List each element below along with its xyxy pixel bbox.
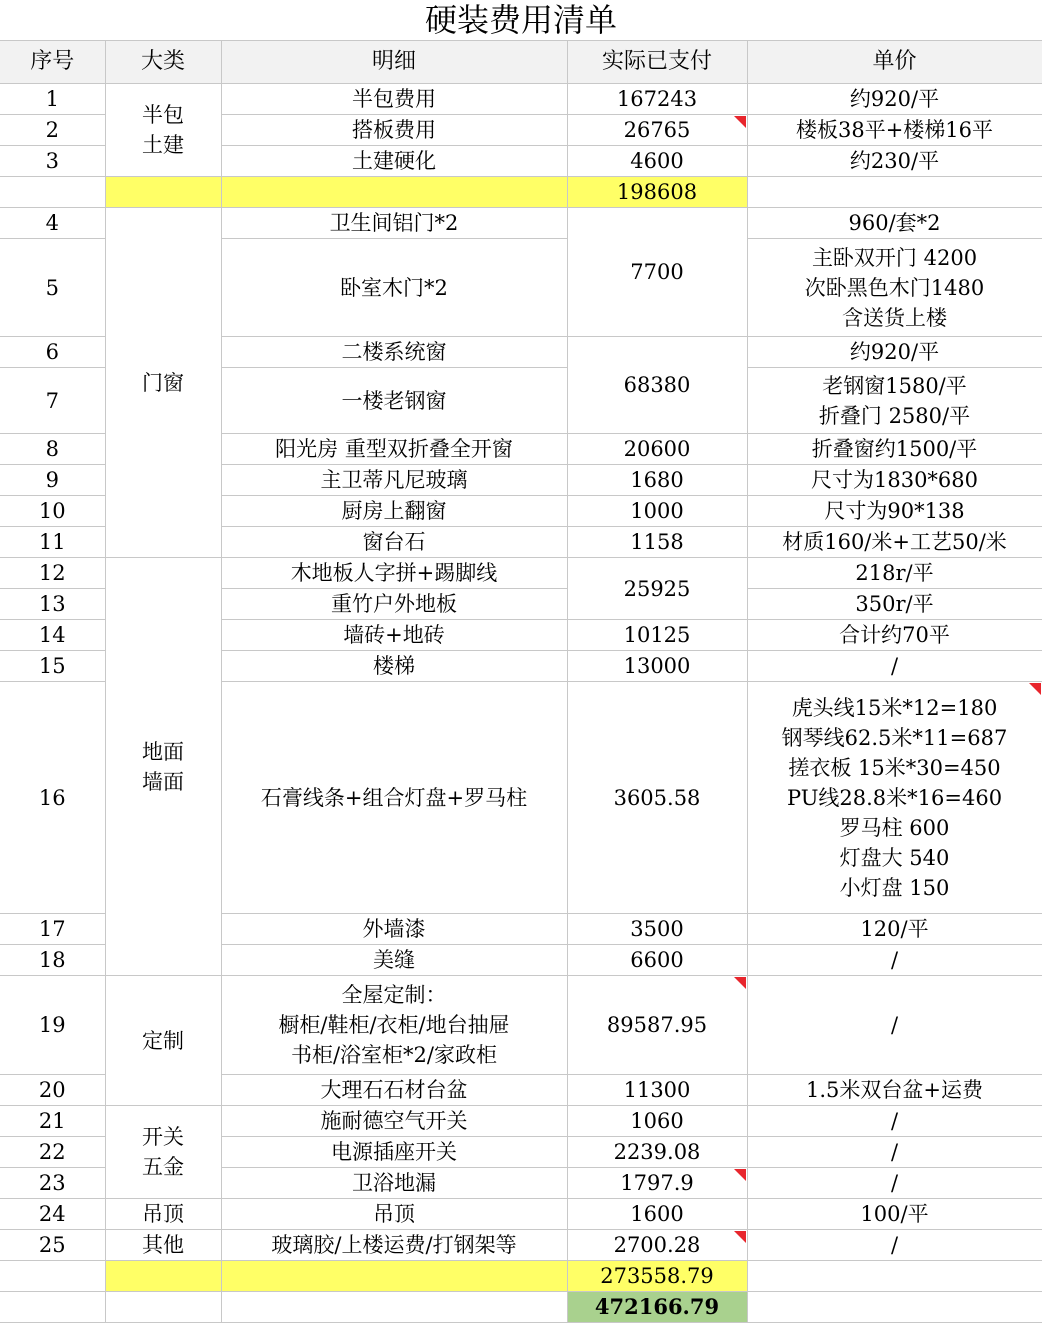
price-cell[interactable]: /: [747, 1106, 1042, 1137]
price-cell[interactable]: 约920/平: [747, 84, 1042, 115]
seq-cell[interactable]: 20: [0, 1075, 105, 1106]
paid-cell[interactable]: 2700.28: [567, 1230, 747, 1261]
seq-cell[interactable]: 23: [0, 1168, 105, 1199]
seq-cell[interactable]: 7: [0, 368, 105, 434]
seq-cell[interactable]: 2: [0, 115, 105, 146]
price-cell[interactable]: 尺寸为1830*680: [747, 465, 1042, 496]
seq-cell[interactable]: [0, 1261, 105, 1292]
grand-total-value[interactable]: 472166.79: [567, 1292, 747, 1323]
category-label: 半包: [142, 103, 184, 127]
detail-cell[interactable]: 美缝: [221, 945, 567, 976]
header-paid[interactable]: 实际已支付: [567, 41, 747, 84]
price-cell[interactable]: 218r/平: [747, 558, 1042, 589]
subtotal-row: [0, 1261, 1042, 1292]
paid-cell[interactable]: 1158: [567, 527, 747, 558]
seq-cell[interactable]: 25: [0, 1230, 105, 1261]
paid-cell[interactable]: 4600: [567, 146, 747, 177]
detail-cell[interactable]: 重竹户外地板: [221, 589, 567, 620]
price-cell[interactable]: 100/平: [747, 1199, 1042, 1230]
subtotal-value[interactable]: 273558.79: [567, 1261, 747, 1292]
detail-cell[interactable]: 搭板费用: [221, 115, 567, 146]
category-cell[interactable]: 其他: [105, 1230, 221, 1261]
detail-cell[interactable]: 楼梯: [221, 651, 567, 682]
seq-cell[interactable]: 24: [0, 1199, 105, 1230]
paid-cell[interactable]: 1060: [567, 1106, 747, 1137]
seq-cell[interactable]: [0, 1292, 105, 1323]
detail-cell[interactable]: 主卫蒂凡尼玻璃: [221, 465, 567, 496]
price-cell[interactable]: [747, 177, 1042, 208]
paid-cell[interactable]: 11300: [567, 1075, 747, 1106]
seq-cell[interactable]: 1: [0, 84, 105, 115]
paid-cell[interactable]: 13000: [567, 651, 747, 682]
price-cell[interactable]: [747, 682, 1042, 914]
detail-line: 书柜/浴室柜*2/家政柜: [290, 1043, 497, 1067]
grand-total-row: [0, 1292, 1042, 1323]
header-detail[interactable]: 明细: [221, 41, 567, 84]
paid-cell[interactable]: 1000: [567, 496, 747, 527]
price-line: 含送货上楼: [842, 305, 947, 330]
price-cell[interactable]: 350r/平: [747, 589, 1042, 620]
seq-cell[interactable]: 8: [0, 434, 105, 465]
seq-cell[interactable]: 11: [0, 527, 105, 558]
paid-cell[interactable]: 68380: [567, 337, 747, 434]
seq-cell[interactable]: 12: [0, 558, 105, 589]
paid-cell[interactable]: 7700: [567, 208, 747, 337]
category-label: 地面: [142, 739, 184, 764]
seq-cell[interactable]: 3: [0, 146, 105, 177]
sheet-title: 硬装费用清单: [424, 1, 617, 39]
paid-cell[interactable]: 6600: [567, 945, 747, 976]
category-cell[interactable]: [105, 558, 221, 976]
paid-cell[interactable]: 26765: [567, 115, 747, 146]
price-line: 次卧黑色木门1480: [804, 275, 985, 300]
paid-cell[interactable]: 167243: [567, 84, 747, 115]
detail-cell[interactable]: 石膏线条+组合灯盘+罗马柱: [221, 682, 567, 914]
paid-cell[interactable]: 2239.08: [567, 1137, 747, 1168]
seq-cell[interactable]: 19: [0, 976, 105, 1075]
price-line: 搓衣板 15米*30=450: [788, 755, 1001, 780]
subtotal-value[interactable]: 198608: [567, 177, 747, 208]
seq-cell[interactable]: 18: [0, 945, 105, 976]
detail-cell[interactable]: 厨房上翻窗: [221, 496, 567, 527]
table-row: [0, 84, 1042, 115]
detail-cell[interactable]: 玻璃胶/上楼运费/打钢架等: [221, 1230, 567, 1261]
seq-cell[interactable]: [0, 177, 105, 208]
detail-cell[interactable]: 吊顶: [221, 1199, 567, 1230]
price-line: 灯盘大 540: [839, 845, 950, 870]
price-cell[interactable]: 折叠窗约1500/平: [747, 434, 1042, 465]
paid-cell[interactable]: 25925: [567, 558, 747, 620]
detail-cell[interactable]: 土建硬化: [221, 146, 567, 177]
detail-cell[interactable]: [221, 976, 567, 1075]
paid-cell[interactable]: 1797.9: [567, 1168, 747, 1199]
price-cell[interactable]: /: [747, 976, 1042, 1075]
detail-cell[interactable]: 电源插座开关: [221, 1137, 567, 1168]
subtotal-row: [0, 177, 1042, 208]
header-seq[interactable]: 序号: [0, 41, 105, 84]
header-unit-price[interactable]: 单价: [747, 41, 1042, 84]
detail-cell[interactable]: 一楼老钢窗: [221, 368, 567, 434]
detail-cell[interactable]: 半包费用: [221, 84, 567, 115]
price-line: PU线28.8米*16=460: [786, 785, 1003, 810]
price-cell[interactable]: /: [747, 1137, 1042, 1168]
detail-cell[interactable]: 阳光房 重型双折叠全开窗: [221, 434, 567, 465]
seq-cell[interactable]: 4: [0, 208, 105, 239]
price-cell[interactable]: 1.5米双台盆+运费: [747, 1075, 1042, 1106]
subtotal-fill[interactable]: [105, 1261, 221, 1292]
price-cell[interactable]: 合计约70平: [747, 620, 1042, 651]
subtotal-fill[interactable]: [221, 1261, 567, 1292]
price-line: 折叠门 2580/平: [818, 403, 971, 428]
price-cell[interactable]: 约230/平: [747, 146, 1042, 177]
detail-cell[interactable]: 窗台石: [221, 527, 567, 558]
detail-cell[interactable]: 墙砖+地砖: [221, 620, 567, 651]
detail-cell[interactable]: 施耐德空气开关: [221, 1106, 567, 1137]
seq-cell[interactable]: 6: [0, 337, 105, 368]
detail-line: 全屋定制：: [341, 983, 447, 1007]
subtotal-fill[interactable]: [221, 177, 567, 208]
price-line: 主卧双开门 4200: [811, 245, 978, 270]
category-cell[interactable]: [105, 84, 221, 177]
detail-cell[interactable]: 卫生间铝门*2: [221, 208, 567, 239]
category-cell[interactable]: 定制: [105, 976, 221, 1106]
price-cell[interactable]: [747, 1261, 1042, 1292]
price-cell[interactable]: /: [747, 1230, 1042, 1261]
table-row: [0, 208, 1042, 239]
category-label: 墙面: [142, 769, 184, 794]
price-cell[interactable]: 楼板38平+楼梯16平: [747, 115, 1042, 146]
detail-cell[interactable]: 木地板人字拼+踢脚线: [221, 558, 567, 589]
paid-cell[interactable]: 89587.95: [567, 976, 747, 1075]
seq-cell[interactable]: 5: [0, 239, 105, 337]
seq-cell[interactable]: 15: [0, 651, 105, 682]
price-cell[interactable]: 120/平: [747, 914, 1042, 945]
table-row: [0, 976, 1042, 1075]
price-cell[interactable]: [747, 368, 1042, 434]
price-cell[interactable]: /: [747, 945, 1042, 976]
seq-cell[interactable]: 16: [0, 682, 105, 914]
category-cell[interactable]: [105, 1106, 221, 1199]
detail-cell[interactable]: 大理石石材台盆: [221, 1075, 567, 1106]
price-cell[interactable]: /: [747, 651, 1042, 682]
paid-cell[interactable]: 3500: [567, 914, 747, 945]
category-label: 土建: [142, 133, 184, 157]
price-line: 老钢窗1580/平: [822, 373, 967, 398]
price-cell[interactable]: 尺寸为90*138: [747, 496, 1042, 527]
paid-cell[interactable]: 10125: [567, 620, 747, 651]
detail-cell[interactable]: [221, 1292, 567, 1323]
price-cell[interactable]: [747, 1292, 1042, 1323]
paid-cell[interactable]: 1600: [567, 1199, 747, 1230]
header-category[interactable]: 大类: [105, 41, 221, 84]
category-label: 五金: [142, 1155, 184, 1179]
seq-cell[interactable]: 13: [0, 589, 105, 620]
seq-cell[interactable]: 9: [0, 465, 105, 496]
price-line: 罗马柱 600: [839, 815, 950, 840]
price-cell[interactable]: [747, 239, 1042, 337]
price-cell[interactable]: /: [747, 1168, 1042, 1199]
price-cell[interactable]: 材质160/米+工艺50/米: [747, 527, 1042, 558]
seq-cell[interactable]: 10: [0, 496, 105, 527]
category-cell[interactable]: 吊顶: [105, 1199, 221, 1230]
price-line: 钢琴线62.5米*11=687: [781, 725, 1008, 750]
detail-cell[interactable]: 外墙漆: [221, 914, 567, 945]
detail-cell[interactable]: 卧室木门*2: [221, 239, 567, 337]
table-row: [0, 558, 1042, 589]
paid-cell[interactable]: 20600: [567, 434, 747, 465]
seq-cell[interactable]: 22: [0, 1137, 105, 1168]
header-row: [0, 41, 1042, 84]
table-row: [0, 1199, 1042, 1230]
category-cell[interactable]: [105, 1292, 221, 1323]
detail-cell[interactable]: 卫浴地漏: [221, 1168, 567, 1199]
paid-cell[interactable]: 3605.58: [567, 682, 747, 914]
price-cell[interactable]: 约920/平: [747, 337, 1042, 368]
detail-line: 橱柜/鞋柜/衣柜/地台抽屉: [278, 1013, 510, 1037]
price-cell[interactable]: 960/套*2: [747, 208, 1042, 239]
cost-table: [0, 40, 1042, 1323]
table-row: [0, 1106, 1042, 1137]
category-cell[interactable]: 门窗: [105, 208, 221, 558]
paid-cell[interactable]: 1680: [567, 465, 747, 496]
seq-cell[interactable]: 17: [0, 914, 105, 945]
detail-cell[interactable]: 二楼系统窗: [221, 337, 567, 368]
subtotal-fill[interactable]: [105, 177, 221, 208]
price-line: 虎头线15米*12=180: [791, 695, 998, 720]
category-label: 开关: [142, 1125, 184, 1149]
price-line: 小灯盘 150: [839, 875, 950, 900]
seq-cell[interactable]: 14: [0, 620, 105, 651]
seq-cell[interactable]: 21: [0, 1106, 105, 1137]
table-row: [0, 1230, 1042, 1261]
